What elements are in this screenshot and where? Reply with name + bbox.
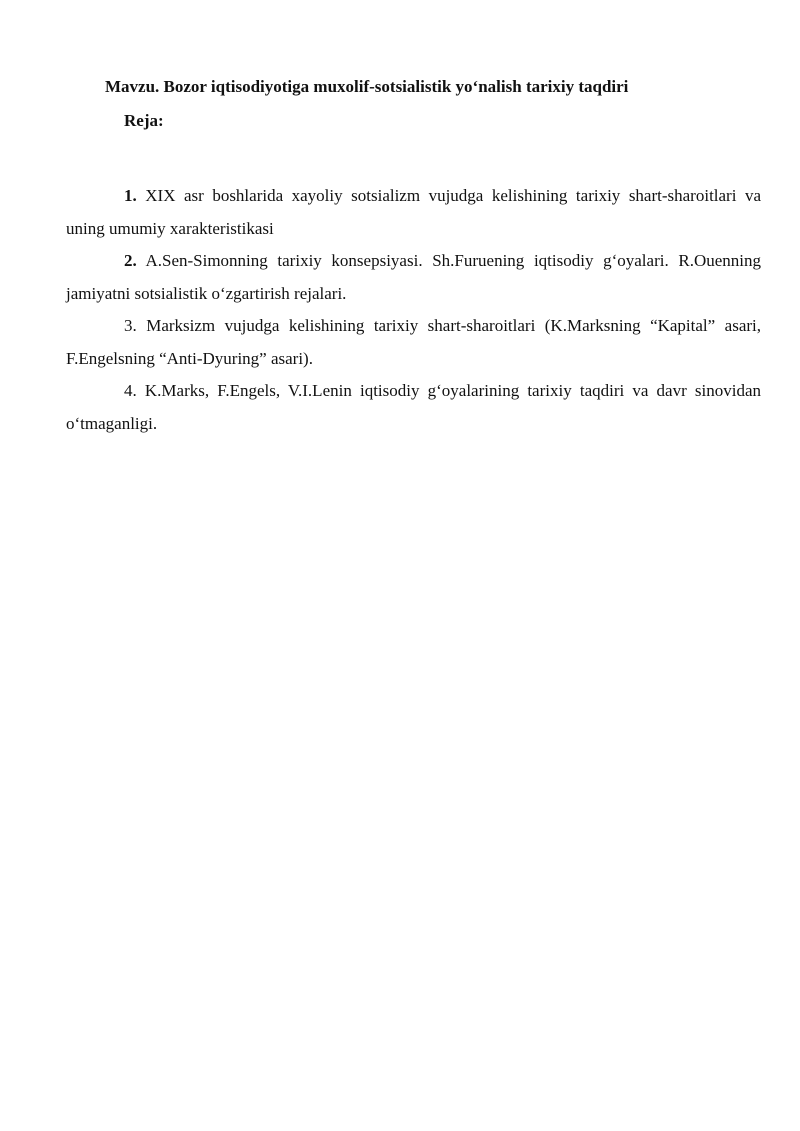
plan-item-number: 2. <box>124 251 137 270</box>
plan-item <box>66 245 761 310</box>
plan-heading: Reja: <box>124 111 164 130</box>
plan-item-text: K.Marks, F.Engels, V.I.Lenin iqtisodiy g‘oyalarining tarixiy taqdiri va davr sinovidan o‘tmaganligi. <box>66 381 761 433</box>
plan-list <box>66 180 761 440</box>
plan-item-number: 4. <box>124 381 137 400</box>
plan-item <box>66 180 761 245</box>
plan-item-number: 3. <box>124 316 137 335</box>
plan-item-text: Marksizm vujudga kelishining tarixiy shart-sharoitlari (K.Marksning “Kapital” asari, F.Engelsning “Anti-Dyuring” asari). <box>66 316 761 368</box>
plan-item-number: 1. <box>124 186 137 205</box>
document-title: Mavzu. Bozor iqtisodiyotiga muxolif-sotsialistik yo‘nalish tarixiy taqdiri <box>105 77 629 96</box>
plan-item <box>66 375 761 440</box>
plan-item <box>66 310 761 375</box>
plan-item-text: A.Sen-Simonning tarixiy konsepsiyasi. Sh.Furuening iqtisodiy g‘oyalari. R.Ouenning jamiyatni sotsialistik o‘zgartirish rejalari. <box>66 251 761 303</box>
plan-item-text: XIX asr boshlarida xayoliy sotsializm vujudga kelishining tarixiy shart-sharoitlari va uning umumiy xarakteristikasi <box>66 186 761 238</box>
